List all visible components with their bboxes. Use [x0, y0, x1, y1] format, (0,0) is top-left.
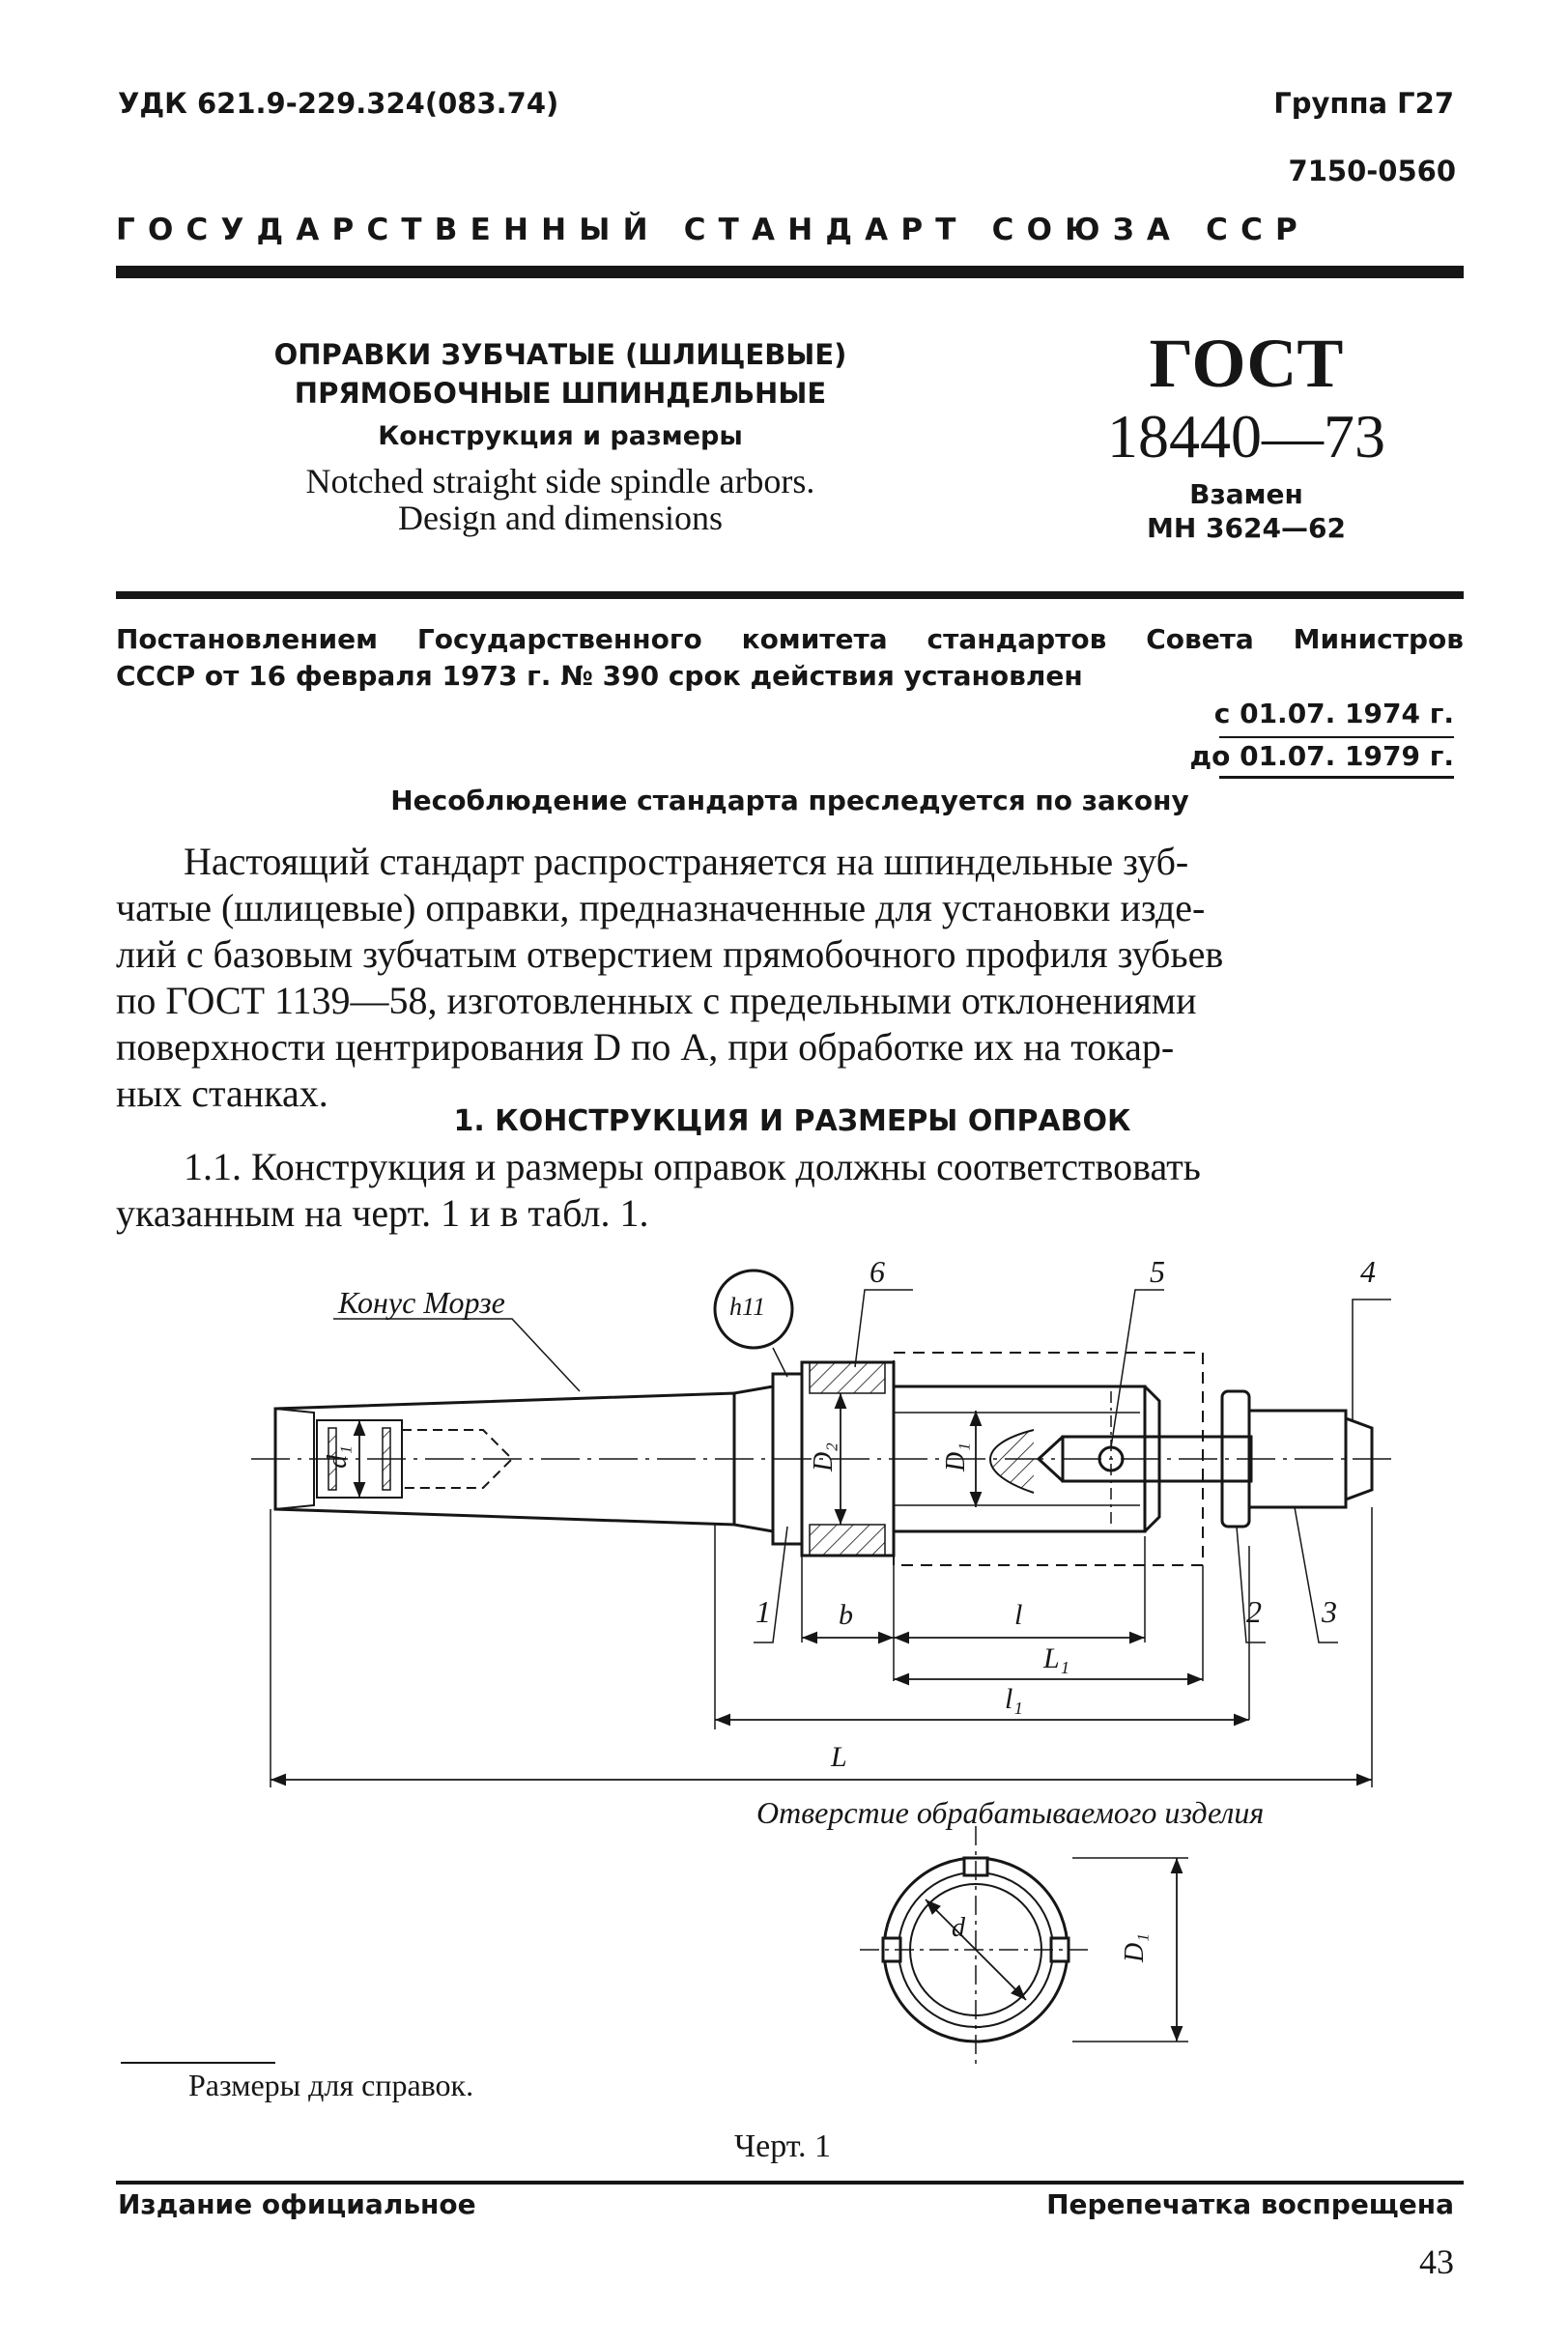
footer-rule	[116, 2181, 1464, 2185]
decree-word: стандартов	[927, 623, 1107, 655]
part-label-1: 1	[755, 1594, 771, 1629]
leader-morse	[333, 1319, 580, 1391]
valid-to: до 01.07. 1979 г.	[1189, 740, 1454, 772]
dim-label-d: d	[952, 1913, 965, 1943]
part-label-3: 3	[1322, 1594, 1337, 1629]
decree-word: комитета	[741, 623, 888, 655]
leader-4	[1353, 1300, 1391, 1420]
reprint-prohibited: Перепечатка воспрещена	[1046, 2188, 1454, 2220]
intro-line: по ГОСТ 1139—58, изготовленных с предельными отклонениями	[116, 979, 1197, 1022]
gost-label: ГОСТ	[1149, 325, 1344, 402]
decree-word: Совета	[1146, 623, 1254, 655]
footnote-rule	[121, 2062, 275, 2064]
dim-label-D1-section: D₁	[1119, 1933, 1150, 1962]
dim-label-L: L	[831, 1741, 847, 1773]
valid-from: с 01.07. 1974 г.	[1213, 698, 1454, 729]
intro-line: лий с базовым зубчатым отверстием прямобочного профиля зубьев	[116, 932, 1224, 976]
hole-caption: Отверстие обрабатываемого изделия	[756, 1795, 1265, 1830]
morse-taper-label: Конус Морзе	[338, 1285, 505, 1320]
dim-label-b: b	[839, 1599, 853, 1631]
dim-label-l: l	[1014, 1599, 1023, 1631]
section-heading: 1. КОНСТРУКЦИЯ И РАЗМЕРЫ ОПРАВОК	[453, 1104, 1131, 1138]
decree-word: Постановлением	[116, 623, 379, 655]
intro-line: чатые (шлицевые) оправки, предназначенные для установки изде-	[116, 886, 1206, 929]
replaces-label: Взамен	[1189, 478, 1303, 510]
tolerance-label: h11	[729, 1293, 766, 1321]
decree-word: Государственного	[416, 623, 702, 655]
english-title-line2: Design and dimensions	[398, 499, 723, 537]
dim-label-d1: d₁	[322, 1445, 353, 1469]
figure-caption: Черт. 1	[734, 2128, 832, 2164]
official-edition: Издание официальное	[118, 2188, 476, 2220]
legal-notice: Несоблюдение стандарта преследуется по закону	[390, 785, 1189, 816]
leader-5	[1111, 1290, 1164, 1447]
section-paragraph-line2: указанным на черт. 1 и в табл. 1.	[116, 1191, 649, 1235]
section-paragraph-line1: 1.1. Конструкция и размеры оправок должны соответствовать	[184, 1145, 1201, 1188]
english-title-line1: Notched straight side spindle arbors.	[305, 462, 815, 500]
intro-line: ных станках.	[116, 1071, 328, 1115]
nut-hatch-top	[810, 1362, 885, 1393]
leader-6	[855, 1290, 913, 1367]
udk-code: УДК 621.9-229.324(083.74)	[118, 87, 559, 120]
part-label-2: 2	[1246, 1594, 1262, 1629]
decree-word: Министров	[1293, 623, 1464, 655]
page-number: 43	[1419, 2242, 1454, 2281]
gost-number: 18440—73	[1107, 402, 1385, 471]
inner-hatch	[990, 1430, 1034, 1493]
doc-subtitle: Конструкция и размеры	[378, 421, 743, 451]
doc-title-line1: ОПРАВКИ ЗУБЧАТЫЕ (ШЛИЦЕВЫЕ)	[273, 338, 847, 371]
intro-line: Настоящий стандарт распространяется на шпиндельные зуб-	[184, 840, 1189, 883]
intro-line: поверхности центрирования D по A, при обработке их на токар-	[116, 1025, 1175, 1069]
dim-label-L1: L₁	[1043, 1642, 1070, 1674]
dim-label-D2: D₂	[808, 1442, 839, 1471]
decree-line2: СССР от 16 февраля 1973 г. № 390 срок действия установлен	[116, 660, 1083, 692]
replaces-number: МН 3624—62	[1147, 512, 1346, 544]
group-label: Группа Г27	[1273, 87, 1454, 120]
nut-hatch-bottom	[810, 1525, 885, 1556]
dim-label-l1: l₁	[1005, 1683, 1023, 1715]
footnote: Размеры для справок.	[188, 2068, 474, 2102]
part-label-4: 4	[1360, 1254, 1376, 1289]
part-label-6: 6	[870, 1254, 885, 1289]
dim-label-D1: D₁	[940, 1442, 971, 1471]
part-label-5: 5	[1150, 1254, 1165, 1289]
standard-title: ГОСУДАРСТВЕННЫЙ СТАНДАРТ СОЮЗА ССР	[116, 213, 1310, 247]
classification-code: 7150-0560	[1288, 155, 1456, 187]
doc-title-line2: ПРЯМОБОЧНЫЕ ШПИНДЕЛЬНЫЕ	[294, 377, 827, 410]
